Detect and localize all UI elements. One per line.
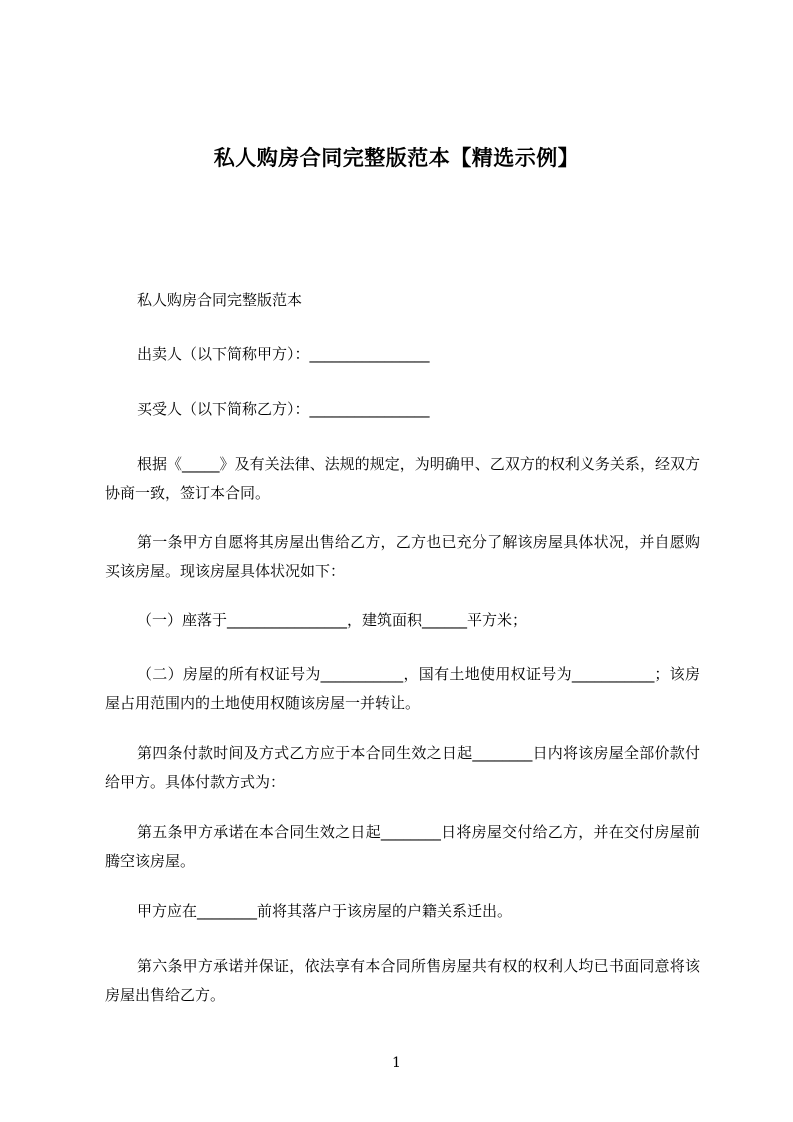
page-number: 1 [392, 1055, 401, 1071]
paragraph-preamble: 根据《_____》及有关法律、法规的规定，为明确甲、乙双方的权利义务关系，经双方协商一致，签订本合同。 [105, 455, 700, 502]
document-title: 私人购房合同完整版范本【精选示例】 [213, 146, 580, 170]
paragraph-household: 甲方应在________前将其落户于该房屋的户籍关系迁出。 [137, 902, 513, 920]
paragraph-article-1: 第一条甲方自愿将其房屋出售给乙方，乙方也已充分了解该房屋具体状况，并自愿购买该房屋。现该房屋具体状况如下： [105, 533, 700, 580]
paragraph-item-2: （二）房屋的所有权证号为___________，国有土地使用权证号为___________；该房屋占用范围内的土地使用权随该房屋一并转让。 [105, 665, 700, 712]
paragraph-article-5: 第五条甲方承诺在本合同生效之日起________日将房屋交付给乙方，并在交付房屋前腾空该房屋。 [105, 823, 700, 870]
paragraph-seller: 出卖人（以下简称甲方）：________________ [137, 345, 430, 363]
paragraph-article-4: 第四条付款时间及方式乙方应于本合同生效之日起________日内将该房屋全部价款付给甲方。具体付款方式为： [105, 744, 700, 791]
paragraph-item-1: （一）座落于________________，建筑面积______平方米； [137, 611, 528, 629]
paragraph-buyer: 买受人（以下简称乙方）：________________ [137, 400, 430, 418]
paragraph-subtitle: 私人购房合同完整版范本 [137, 291, 303, 309]
paragraph-article-6: 第六条甲方承诺并保证，依法享有本合同所售房屋共有权的权利人均已书面同意将该房屋出售给乙方。 [105, 957, 700, 1004]
